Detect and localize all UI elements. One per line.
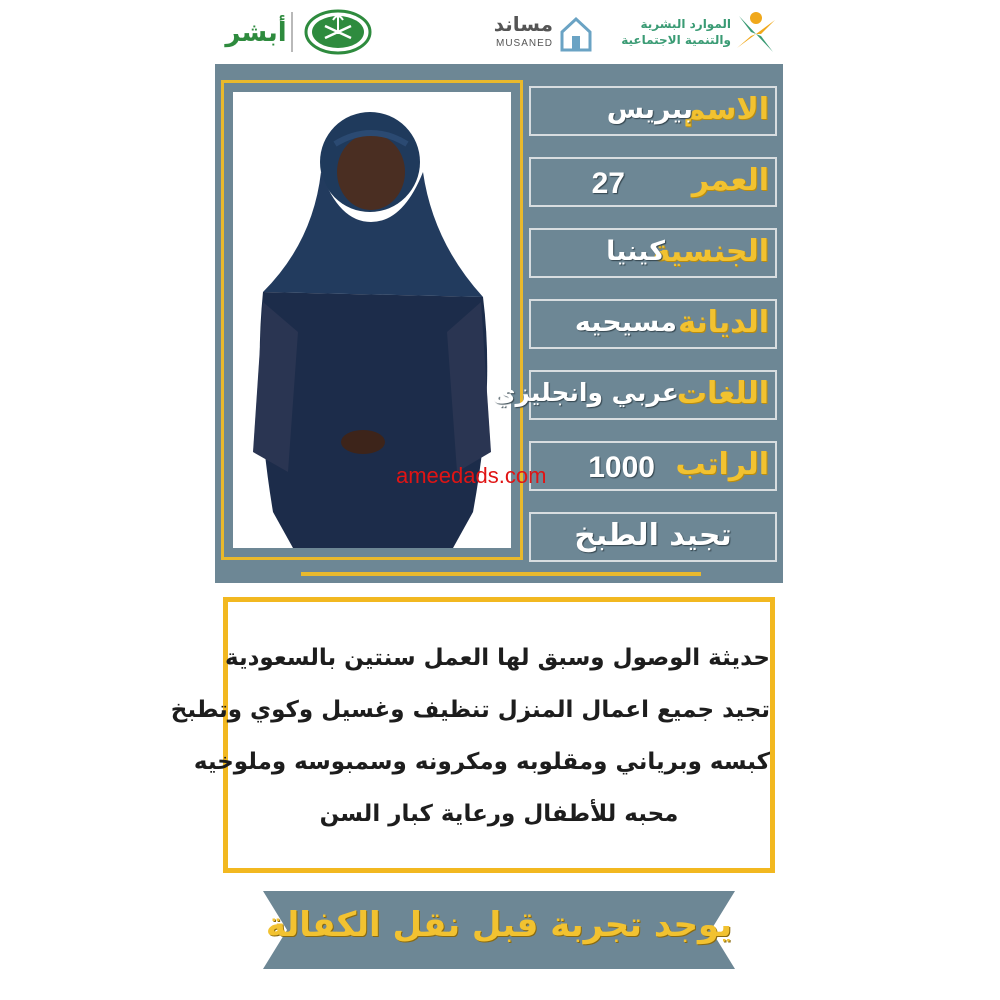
salary-label: الراتب: [675, 447, 769, 482]
description-box: [170, 597, 775, 873]
hrsd-star-icon: [731, 8, 781, 60]
hrsd-logo-text: الموارد البشرية والتنمية الاجتماعية: [621, 17, 731, 47]
musaned-logo: [477, 8, 597, 56]
worker-profile-card: [170, 0, 783, 1000]
gold-divider: [301, 572, 701, 576]
skill-value: تجيد الطبخ: [574, 518, 732, 553]
description-lines: [170, 632, 770, 840]
nationality-row: [529, 228, 777, 278]
hrsd-logo: [623, 8, 783, 56]
logo-divider: [291, 12, 293, 52]
description-line: محبه للأطفال ورعاية كبار السن: [319, 801, 679, 827]
name-row: [529, 86, 777, 136]
religion-row: [529, 299, 777, 349]
age-row: [529, 157, 777, 207]
banner-text: يوجد تجربة قبل نقل الكفالة: [265, 905, 733, 945]
salary-value: 1000: [588, 451, 655, 484]
profile-panel: [215, 64, 783, 583]
header-logos: [215, 0, 783, 64]
name-label: الاسم: [683, 92, 769, 127]
religion-label: الديانة: [678, 305, 769, 340]
description-line: حديثة الوصول وسبق لها العمل سنتين بالسعودية: [225, 645, 770, 671]
languages-label: اللغات: [676, 376, 769, 411]
religion-value: مسيحيه: [574, 307, 677, 338]
age-value: 27: [591, 167, 625, 200]
languages-value: عربي وانجليزي: [492, 378, 679, 407]
languages-row: [492, 370, 777, 420]
absher-logo-text: أبشر: [225, 18, 287, 48]
watermark-text: ameedads.com: [396, 463, 547, 488]
skill-row: [529, 512, 777, 562]
age-label: العمر: [691, 163, 769, 198]
absher-logo: [225, 8, 287, 56]
salary-row: [529, 441, 777, 491]
trial-banner: [263, 891, 735, 969]
nationality-label: الجنسية: [652, 234, 769, 269]
musaned-arabic-text: مساند: [493, 12, 553, 36]
description-line: تجيد جميع اعمال المنزل تنظيف وغسيل وكوي وتطبخ: [170, 697, 770, 723]
saudi-emblem-icon: [303, 8, 373, 56]
nationality-value: كينيا: [606, 236, 665, 267]
description-line: كبسه وبرياني ومقلوبه ومكرونه وسمبوسه وملوخيه: [193, 749, 770, 775]
musaned-english-text: MUSANED: [495, 38, 553, 49]
name-value: بيريس: [606, 94, 693, 125]
musaned-house-icon: [559, 14, 593, 52]
